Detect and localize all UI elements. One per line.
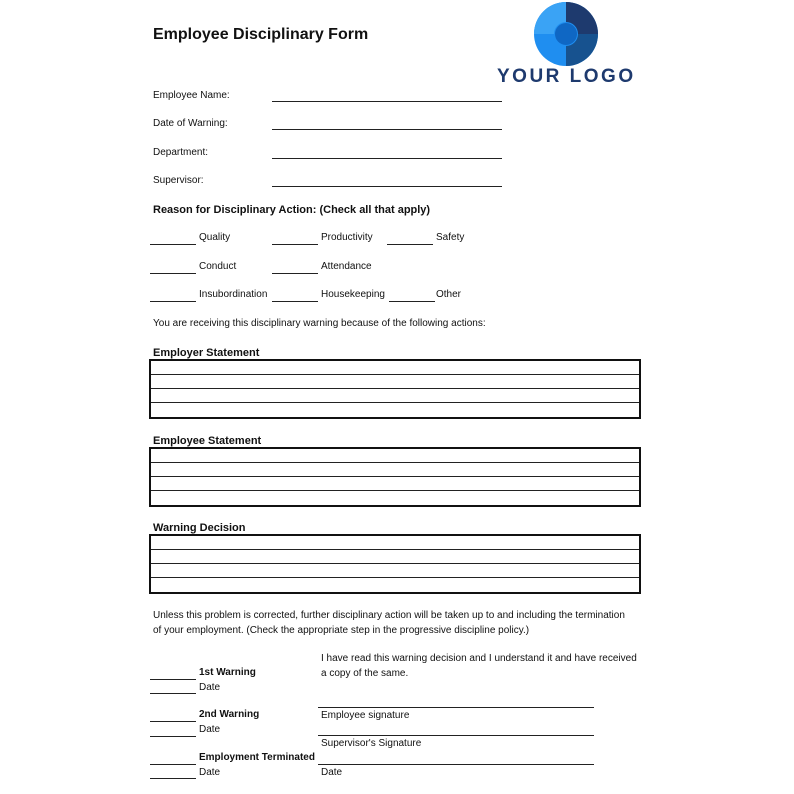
supervisor-field[interactable] — [272, 186, 502, 187]
company-logo-icon — [534, 2, 598, 66]
statement-line — [151, 463, 639, 477]
acknowledgement-line-1: I have read this warning decision and I understand it and have received — [321, 653, 637, 664]
other-checkbox[interactable] — [389, 301, 435, 302]
signature-date-label: Date — [321, 767, 343, 778]
productivity-checkbox[interactable] — [272, 244, 318, 245]
date-of-warning-field[interactable] — [272, 129, 502, 130]
safety-checkbox[interactable] — [387, 244, 433, 245]
statement-line — [151, 375, 639, 389]
conduct-label: Conduct — [199, 261, 237, 272]
statement-line — [151, 389, 639, 403]
first-warning-date-label: Date — [199, 682, 221, 693]
safety-label: Safety — [436, 232, 465, 243]
department-field[interactable] — [272, 158, 502, 159]
signature-date-line[interactable] — [318, 764, 594, 765]
statement-line — [151, 403, 639, 416]
attendance-checkbox[interactable] — [272, 273, 318, 274]
warning-decision-box[interactable] — [149, 534, 641, 594]
first-warning-checkbox[interactable] — [150, 679, 196, 680]
employee-signature-line[interactable] — [318, 707, 594, 708]
first-warning-date-field[interactable] — [150, 693, 196, 694]
employee-signature-label: Employee signature — [321, 710, 410, 721]
quality-checkbox[interactable] — [150, 244, 196, 245]
employer-statement-heading: Employer Statement — [153, 347, 260, 359]
terminated-label: Employment Terminated — [199, 752, 315, 763]
terminated-date-label: Date — [199, 767, 221, 778]
supervisor-label: Supervisor: — [153, 175, 204, 186]
statement-line — [151, 477, 639, 491]
statement-line — [151, 536, 639, 550]
supervisor-signature-label: Supervisor's Signature — [321, 738, 422, 749]
quality-label: Quality — [199, 232, 231, 243]
housekeeping-label: Housekeeping — [321, 289, 385, 300]
second-warning-date-field[interactable] — [150, 736, 196, 737]
date-of-warning-label: Date of Warning: — [153, 118, 228, 129]
statement-line — [151, 491, 639, 504]
terminated-date-field[interactable] — [150, 778, 196, 779]
conduct-checkbox[interactable] — [150, 273, 196, 274]
warning-decision-heading: Warning Decision — [153, 522, 246, 534]
acknowledgement-line-2: a copy of the same. — [321, 668, 409, 679]
logo-text: YOUR LOGO — [497, 66, 636, 87]
statement-line — [151, 550, 639, 564]
employee-statement-box[interactable] — [149, 447, 641, 507]
notice-line-1: Unless this problem is corrected, further disciplinary action will be taken up to and including the termination — [153, 610, 625, 621]
second-warning-label: 2nd Warning — [199, 709, 260, 720]
attendance-label: Attendance — [321, 261, 372, 272]
statement-line — [151, 564, 639, 578]
first-warning-label: 1st Warning — [199, 667, 256, 678]
form-title: Employee Disciplinary Form — [153, 26, 369, 43]
statement-line — [151, 578, 639, 591]
employee-name-field[interactable] — [272, 101, 502, 102]
other-label: Other — [436, 289, 462, 300]
employer-statement-box[interactable] — [149, 359, 641, 419]
second-warning-checkbox[interactable] — [150, 721, 196, 722]
statement-line — [151, 449, 639, 463]
notice-line-2: of your employment. (Check the appropriate step in the progressive discipline policy.) — [153, 625, 530, 636]
insubordination-checkbox[interactable] — [150, 301, 196, 302]
employee-statement-heading: Employee Statement — [153, 435, 262, 447]
insubordination-label: Insubordination — [199, 289, 268, 300]
statement-line — [151, 361, 639, 375]
supervisor-signature-line[interactable] — [318, 735, 594, 736]
actions-text: You are receiving this disciplinary warning because of the following actions: — [153, 318, 486, 329]
housekeeping-checkbox[interactable] — [272, 301, 318, 302]
reason-heading: Reason for Disciplinary Action: (Check all that apply) — [153, 204, 431, 216]
employee-name-label: Employee Name: — [153, 90, 230, 101]
department-label: Department: — [153, 147, 209, 158]
productivity-label: Productivity — [321, 232, 373, 243]
terminated-checkbox[interactable] — [150, 764, 196, 765]
second-warning-date-label: Date — [199, 724, 221, 735]
